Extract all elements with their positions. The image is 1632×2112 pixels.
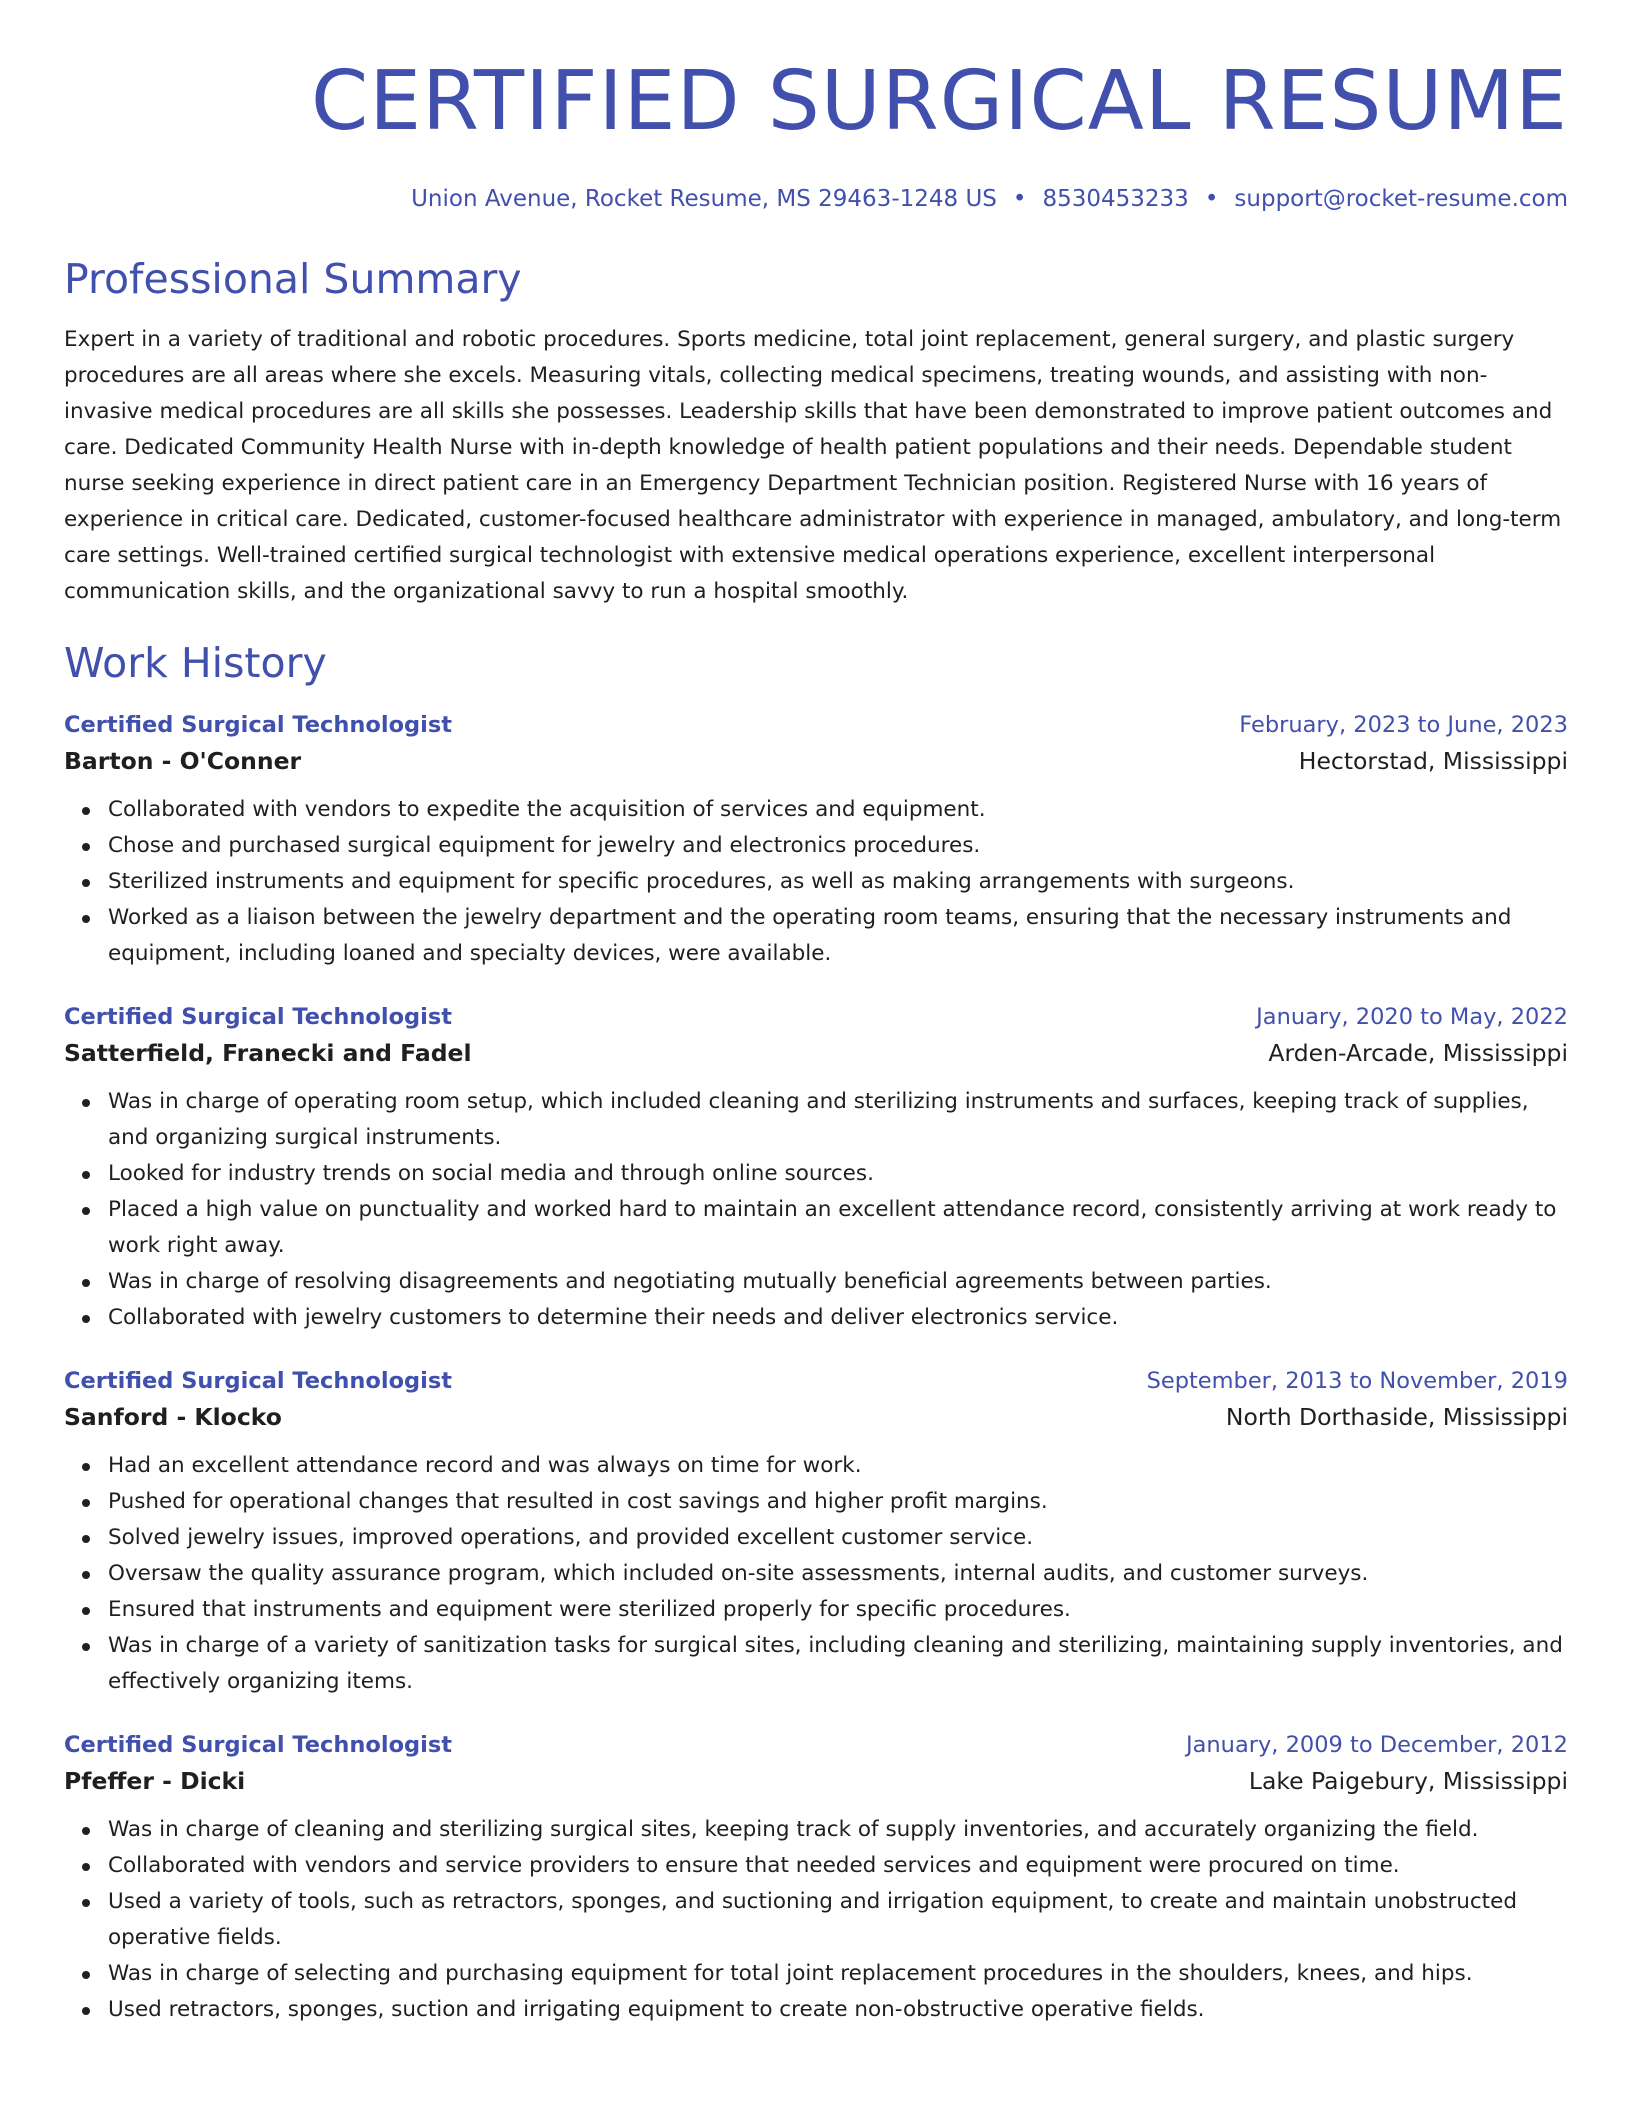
bullet-dot — [82, 1863, 90, 1871]
job-bullet — [108, 1848, 1568, 1884]
resume-page — [64, 0, 1568, 2028]
job-bullet-text: Worked as a liaison between the jewelry department and the operating room teams, ensuring that the necessary instruments and equipment, including loaned and specialty devices, were available. — [108, 905, 1512, 966]
resume-title: CERTIFIED SURGICAL RESUME — [310, 54, 1568, 149]
job-bullet — [108, 1264, 1568, 1300]
job-location: Arden-Arcade, Mississippi — [1268, 1039, 1568, 1067]
job-company: Pfeffer - Dicki — [64, 1767, 246, 1795]
bullet-dot — [82, 843, 90, 851]
bullet-dot — [82, 1279, 90, 1287]
job-bullet — [108, 864, 1568, 900]
job-bullet — [108, 1300, 1568, 1336]
contact-separator: • — [1204, 186, 1219, 212]
job-dates: January, 2009 to December, 2012 — [1186, 1732, 1568, 1758]
job-bullet — [108, 1192, 1568, 1264]
job-bullet-text: Was in charge of operating room setup, which included cleaning and sterilizing instruments and surfaces, keeping track of supplies, and organizing surgical instruments. — [108, 1089, 1529, 1150]
bullet-dot — [82, 1463, 90, 1471]
job-company: Sanford - Klocko — [64, 1403, 282, 1431]
job-title: Certified Surgical Technologist — [64, 1004, 453, 1030]
bullet-dot — [82, 1827, 90, 1835]
job-bullet-text: Chose and purchased surgical equipment for jewelry and electronics procedures. — [108, 833, 981, 858]
job-bullet — [108, 1556, 1568, 1592]
job-bullet-text: Sterilized instruments and equipment for specific procedures, as well as making arrangements with surgeons. — [108, 869, 1295, 894]
bullet-dot — [82, 1499, 90, 1507]
job-bullets — [64, 1084, 1568, 1336]
work-history-list — [64, 708, 1568, 2028]
bullet-dot — [82, 1643, 90, 1651]
job-dates: February, 2023 to June, 2023 — [1239, 712, 1568, 738]
job-bullet-text: Collaborated with vendors to expedite the acquisition of services and equipment. — [108, 797, 986, 822]
job-bullets — [64, 792, 1568, 972]
contact-separator: • — [1012, 186, 1027, 212]
work-history-heading: Work History — [64, 639, 327, 687]
job-bullet-text: Placed a high value on punctuality and worked hard to maintain an excellent attendance record, consistently arriving at work ready to work right away. — [108, 1197, 1557, 1258]
job-dates: September, 2013 to November, 2019 — [1146, 1368, 1568, 1394]
job-bullet-text: Had an excellent attendance record and was always on time for work. — [108, 1453, 862, 1478]
job-bullet — [108, 1884, 1568, 1956]
job-bullet — [108, 1484, 1568, 1520]
job-bullet-text: Used a variety of tools, such as retractors, sponges, and suctioning and irrigation equipment, to create and maintain unobstructed operative fields. — [108, 1889, 1517, 1950]
contact-phone: 8530453233 — [1042, 186, 1189, 212]
bullet-dot — [82, 807, 90, 815]
job-entry — [64, 708, 1568, 972]
job-location: North Dorthaside, Mississippi — [1225, 1403, 1568, 1431]
job-entry — [64, 1728, 1568, 2028]
job-location: Hectorstad, Mississippi — [1298, 747, 1568, 775]
job-bullet — [108, 828, 1568, 864]
bullet-dot — [82, 1207, 90, 1215]
bullet-dot — [82, 1971, 90, 1979]
bullet-dot — [82, 1571, 90, 1579]
bullet-dot — [82, 1535, 90, 1543]
job-bullets — [64, 1448, 1568, 1700]
job-bullet-text: Was in charge of cleaning and sterilizing surgical sites, keeping track of supply inventories, and accurately organizing the field. — [108, 1817, 1479, 1842]
job-bullet-text: Was in charge of selecting and purchasing equipment for total joint replacement procedures in the shoulders, knees, and hips. — [108, 1961, 1473, 1986]
bullet-dot — [82, 1607, 90, 1615]
job-bullet — [108, 1812, 1568, 1848]
job-company: Barton - O'Conner — [64, 747, 302, 775]
job-title: Certified Surgical Technologist — [64, 1732, 453, 1758]
bullet-dot — [82, 1171, 90, 1179]
job-bullet-text: Collaborated with jewelry customers to determine their needs and deliver electronics service. — [108, 1305, 1119, 1330]
job-bullet — [108, 1448, 1568, 1484]
contact-line — [64, 184, 1568, 214]
contact-email: support@rocket-resume.com — [1234, 186, 1568, 212]
bullet-dot — [82, 1315, 90, 1323]
job-entry — [64, 1000, 1568, 1336]
job-bullet — [108, 1084, 1568, 1156]
job-bullet — [108, 900, 1568, 972]
job-bullet — [108, 1592, 1568, 1628]
job-bullet-text: Collaborated with vendors and service providers to ensure that needed services and equipment were procured on time. — [108, 1853, 1400, 1878]
job-title: Certified Surgical Technologist — [64, 1368, 453, 1394]
job-bullet — [108, 1992, 1568, 2028]
job-entry — [64, 1364, 1568, 1700]
job-bullet-text: Was in charge of resolving disagreements and negotiating mutually beneficial agreements between parties. — [108, 1269, 1272, 1294]
job-bullet-text: Looked for industry trends on social media and through online sources. — [108, 1161, 874, 1186]
contact-address: Union Avenue, Rocket Resume, MS 29463-1248 US — [411, 186, 997, 212]
job-bullet — [108, 1628, 1568, 1700]
bullet-dot — [82, 915, 90, 923]
job-bullet-text: Used retractors, sponges, suction and irrigating equipment to create non-obstructive operative fields. — [108, 1997, 1205, 2022]
bullet-dot — [82, 2007, 90, 2015]
bullet-dot — [82, 1099, 90, 1107]
bullet-dot — [82, 879, 90, 887]
job-bullet — [108, 1956, 1568, 1992]
job-bullet-text: Pushed for operational changes that resulted in cost savings and higher profit margins. — [108, 1489, 1048, 1514]
job-location: Lake Paigebury, Mississippi — [1248, 1767, 1568, 1795]
job-bullet-text: Was in charge of a variety of sanitization tasks for surgical sites, including cleaning and sterilizing, maintaining supply inventories, and effectively organizing items. — [108, 1633, 1563, 1694]
job-dates: January, 2020 to May, 2022 — [1256, 1004, 1568, 1030]
job-bullet-text: Solved jewelry issues, improved operations, and provided excellent customer service. — [108, 1525, 1034, 1550]
job-bullet — [108, 1520, 1568, 1556]
job-bullets — [64, 1812, 1568, 2028]
summary-text: Expert in a variety of traditional and robotic procedures. Sports medicine, total joint replacement, general surgery, and plastic surgery procedures are all areas where she excels. Measuring vitals, collecting medical specimens, treating wounds, and assisting with non-invasive medical procedures are all skills she possesses. Leadership skills that have been demonstrated to improve patient outcomes and care. Dedicated Community Health Nurse with in-depth knowledge of health patient populations and their needs. Dependable student nurse seeking experience in direct patient care in an Emergency Department Technician position. Registered Nurse with 16 years of experience in critical care. Dedicated, customer-focused healthcare administrator with experience in managed, ambulatory, and long-term care settings. Well-trained certified surgical technologist with extensive medical operations experience, excellent interpersonal communication skills, and the organizational savvy to run a hospital smoothly. — [64, 327, 1562, 604]
job-bullet-text: Ensured that instruments and equipment were sterilized properly for specific procedures. — [108, 1597, 1071, 1622]
job-bullet — [108, 1156, 1568, 1192]
bullet-dot — [82, 1899, 90, 1907]
summary-heading: Professional Summary — [64, 255, 522, 303]
job-company: Satterfield, Franecki and Fadel — [64, 1039, 472, 1067]
job-title: Certified Surgical Technologist — [64, 712, 453, 738]
job-bullet-text: Oversaw the quality assurance program, which included on-site assessments, internal audits, and customer surveys. — [108, 1561, 1369, 1586]
job-bullet — [108, 792, 1568, 828]
